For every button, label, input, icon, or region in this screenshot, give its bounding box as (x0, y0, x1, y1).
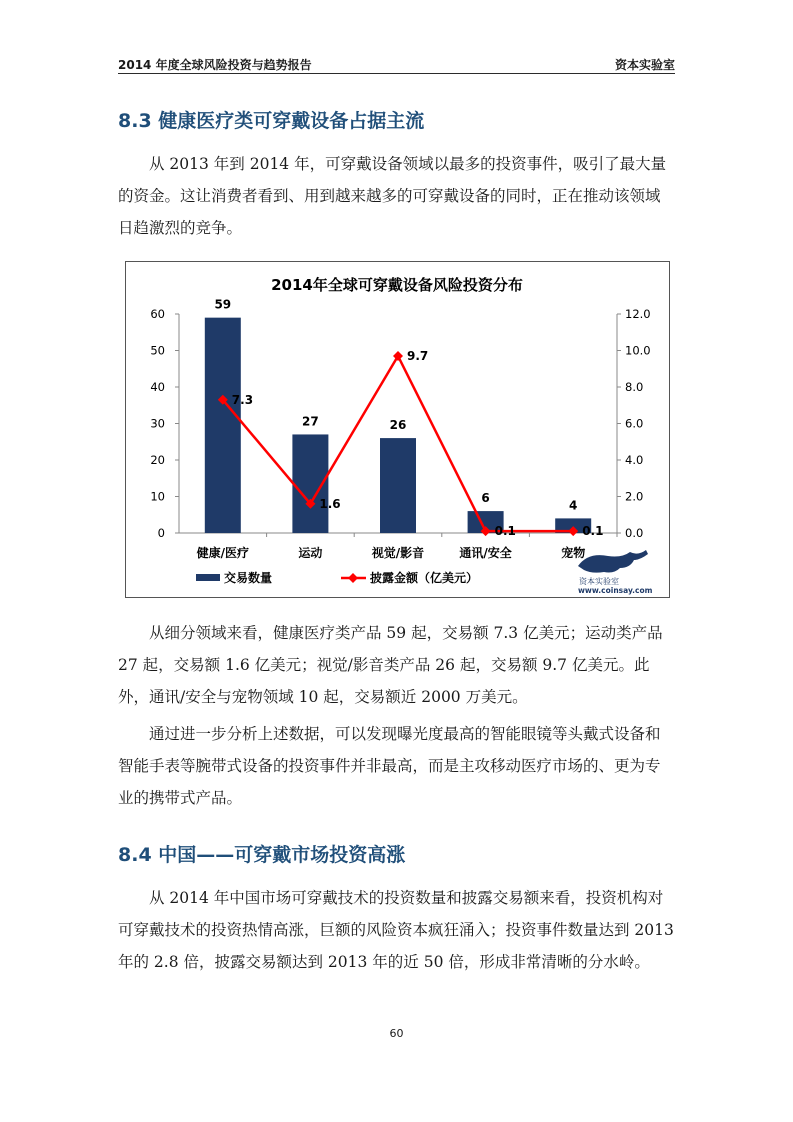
bar-data-label: 26 (389, 418, 407, 433)
x-category-label: 宠物 (561, 546, 586, 560)
y-left-tick-label: 50 (150, 343, 165, 358)
line-data-label: 7.3 (231, 392, 254, 407)
bar-data-label: 6 (481, 491, 490, 506)
header-rule (118, 73, 675, 74)
y-left-tick-label: 60 (150, 307, 165, 321)
x-category-label: 运动 (298, 546, 323, 560)
y-right-tick-label: 6.0 (625, 416, 644, 431)
y-left-tick-label: 10 (150, 489, 165, 504)
y-right-tick-label: 10.0 (625, 343, 651, 358)
line-data-label: 1.6 (319, 496, 341, 511)
line-data-label: 0.1 (494, 524, 516, 539)
page-number: 60 (389, 1027, 404, 1040)
chart-bar (205, 318, 241, 533)
x-category-label: 视觉/影音 (371, 546, 425, 560)
watermark-text: 资本实验室 (579, 577, 619, 586)
y-left-tick-label: 30 (150, 416, 165, 431)
bar-data-label: 4 (569, 498, 578, 513)
legend-line-label: 披露金额（亿美元） (370, 571, 479, 585)
page-header (118, 52, 675, 74)
y-right-tick-label: 0.0 (625, 526, 644, 540)
section-8-3-paragraph-2: 从细分领域来看，健康医疗类产品 59 起，交易额 7.3 亿美元；运动类产品 27 起，交易额 1.6 亿美元；视觉/影音类产品 26 起，交易额 9.7 亿美元。此外，通讯/安全与宠物领域 10 起，交易额近 2000 万美元。 (118, 624, 663, 706)
legend-bar-label: 交易数量 (224, 571, 273, 585)
y-left-tick-label: 0 (157, 526, 165, 540)
watermark-logo (578, 550, 653, 595)
chart-legend (196, 570, 478, 585)
section-8-3-paragraph-1: 从 2013 年到 2014 年，可穿戴设备领域以最多的投资事件，吸引了最大量的资金。这让消费者看到、用到越来越多的可穿戴设备的同时，正在推动该领域日趋激烈的竞争。 (118, 155, 667, 237)
chart-bar (380, 438, 416, 533)
y-left-tick-label: 40 (150, 380, 165, 394)
bar-data-label: 59 (214, 297, 232, 312)
wearable-investment-chart (126, 262, 669, 597)
header-publisher: 资本实验室 (614, 58, 675, 72)
line-data-label: 9.7 (407, 348, 429, 363)
y-right-tick-label: 12.0 (625, 307, 651, 321)
section-8-4-paragraph-1: 从 2014 年中国市场可穿戴技术的投资数量和披露交易额来看，投资机构对可穿戴技术的投资热情高涨，巨额的风险资本疯狂涌入；投资事件数量达到 2013 年的 2.8 倍，披露交易额达到 2013 年的近 50 倍，形成非常清晰的分水岭。 (118, 889, 674, 971)
x-category-label: 通讯/安全 (459, 546, 512, 560)
section-8-3-title: 8.3 健康医疗类可穿戴设备占据主流 (118, 110, 425, 132)
y-right-tick-label: 4.0 (625, 453, 644, 467)
legend-bar-swatch (196, 574, 220, 581)
watermark-url: www.coinsay.com (578, 586, 653, 595)
chart-frame (125, 261, 670, 598)
header-report-title: 2014 年度全球风险投资与趋势报告 (118, 58, 312, 72)
y-left-tick-label: 20 (150, 453, 165, 467)
cheetah-logo-icon (578, 550, 648, 573)
x-category-label: 健康/医疗 (196, 546, 249, 560)
y-right-tick-label: 2.0 (625, 489, 644, 504)
y-right-tick-label: 8.0 (625, 380, 644, 394)
bar-data-label: 27 (302, 414, 319, 429)
legend-line-marker (348, 573, 358, 583)
line-data-label: 0.1 (582, 524, 604, 539)
section-8-3-paragraph-3: 通过进一步分析上述数据，可以发现曝光度最高的智能眼镜等头戴式设备和智能手表等腕带式设备的投资事件并非最高，而是主攻移动医疗市场的、更为专业的携带式产品。 (118, 725, 661, 807)
chart-title: 2014年全球可穿戴设备风险投资分布 (271, 276, 523, 294)
section-8-4-title: 8.4 中国——可穿戴市场投资高涨 (118, 844, 406, 866)
